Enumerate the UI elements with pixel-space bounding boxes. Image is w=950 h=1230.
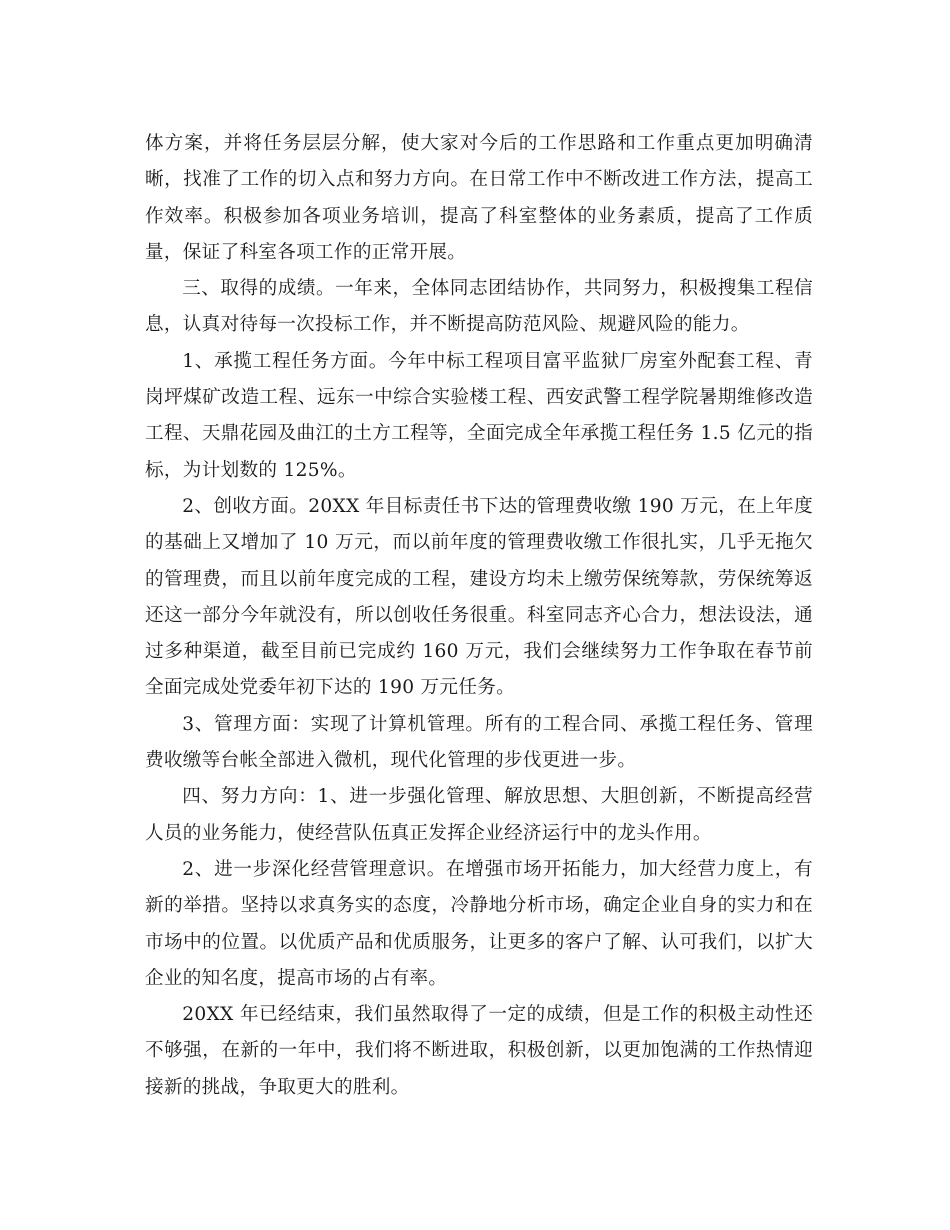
paragraph-contract-tasks: 1、承揽工程任务方面。今年中标工程项目富平监狱厂房室外配套工程、青岗坪煤矿改造工程、远东一中综合实验楼工程、西安武警工程学院暑期维修改造工程、天鼎花园及曲江的土方工程等，全面完成全年承揽工程任务 1.5 亿元的指标，为计划数的 125%。 xyxy=(145,350,813,481)
paragraph-management: 3、管理方面：实现了计算机管理。所有的工程合同、承揽工程任务、管理费收缴等台帐全部进入微机，现代化管理的步伐更进一步。 xyxy=(145,713,813,772)
paragraph-achievements: 三、取得的成绩。一年来，全体同志团结协作，共同努力，积极搜集工程信息，认真对待每一次投标工作，并不断提高防范风险、规避风险的能力。 xyxy=(145,278,813,336)
paragraph-direction: 四、努力方向：1、进一步强化管理、解放思想、大胆创新，不断提高经营人员的业务能力，使经营队伍真正发挥企业经济运行中的龙头作用。 xyxy=(145,786,813,844)
paragraph-work-plan: 体方案，并将任务层层分解，使大家对今后的工作思路和工作重点更加明确清晰，找准了工作的切入点和努力方向。在日常工作中不断改进工作方法，提高工作效率。积极参加各项业务培训，提高了科室整体的业务素质，提高了工作质量，保证了科室各项工作的正常开展。 xyxy=(145,133,813,263)
paragraph-conclusion: 20XX 年已经结束，我们虽然取得了一定的成绩，但是工作的积极主动性还不够强，在新的一年中，我们将不断进取，积极创新，以更加饱满的工作热情迎接新的挑战，争取更大的胜利。 xyxy=(145,1004,813,1098)
document-body xyxy=(145,126,813,1106)
paragraph-revenue: 2、创收方面。20XX 年目标责任书下达的管理费收缴 190 万元，在上年度的基础上又增加了 10 万元，而以前年度的管理费收缴工作很扎实，几乎无拖欠的管理费，而且以前年度完成的工程，建设方均未上缴劳保统筹款，劳保统筹返还这一部分今年就没有，所以创收任务很重。科室同志齐心合力，想法设法，通过多种渠道，截至目前已完成约 160 万元，我们会继续努力工作争取在春节前全面完成处党委年初下达的 190 万元任务。 xyxy=(145,495,813,699)
paragraph-deepen-management: 2、进一步深化经营管理意识。在增强市场开拓能力，加大经营力度上，有新的举措。坚持以求真务实的态度，冷静地分析市场，确定企业自身的实力和在市场中的位置。以优质产品和优质服务，让更多的客户了解、认可我们，以扩大企业的知名度，提高市场的占有率。 xyxy=(145,858,813,989)
